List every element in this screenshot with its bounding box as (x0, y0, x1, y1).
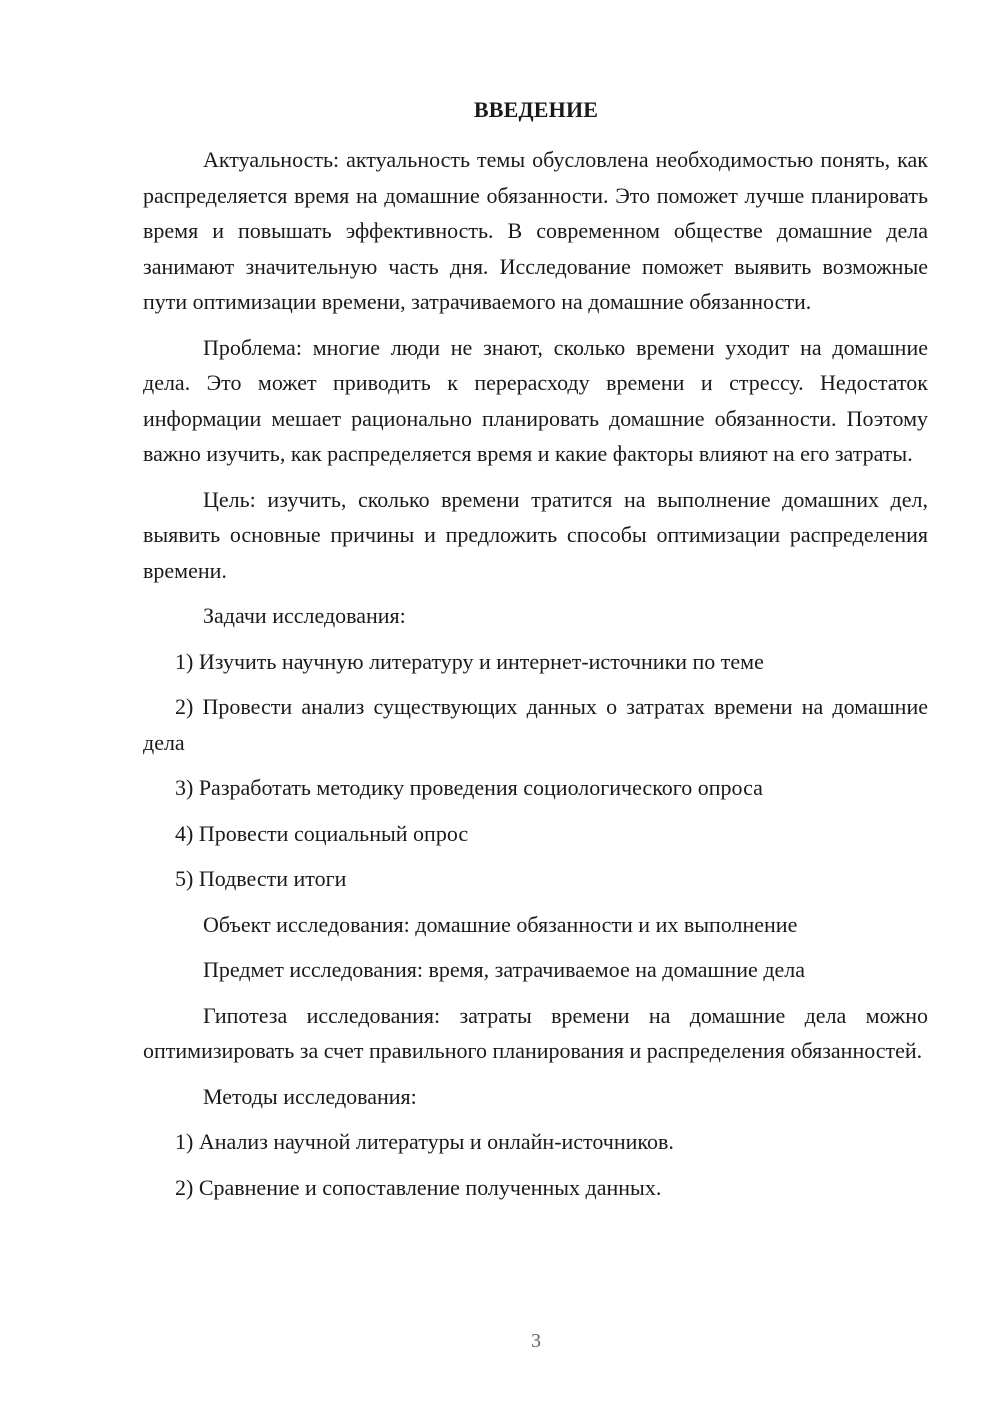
method-item-2: 2) Сравнение и сопоставление полученных данных. (175, 1174, 662, 1200)
task-item-4: 4) Провести социальный опрос (175, 820, 469, 846)
hypothesis-paragraph: Гипотеза исследования: затраты времени на домашние дела можно оптимизировать за счет правильного планирования и распределения обязанностей. (143, 1002, 928, 1063)
page-number: 3 (531, 1330, 541, 1352)
relevance-paragraph: Актуальность: актуальность темы обусловлена необходимостью понять, как распределяется время на домашние обязанности. Это поможет лучше планировать время и повышать эффективность. В современном обществе домашние дела занимают значительную часть дня. Исследование поможет выявить возможные пути оптимизации времени, затрачиваемого на домашние обязанности. (143, 147, 928, 314)
subject-paragraph: Предмет исследования: время, затрачиваемое на домашние дела (203, 957, 806, 982)
page-title: ВВЕДЕНИЕ (473, 97, 599, 122)
object-paragraph: Объект исследования: домашние обязанности и их выполнение (203, 911, 798, 937)
task-item-1: 1) Изучить научную литературу и интернет-источники по теме (175, 648, 764, 674)
methods-heading: Методы исследования: (203, 1083, 417, 1109)
task-item-2: 2) Провести анализ существующих данных о затратах времени на домашние дела (143, 694, 928, 755)
task-item-3: 3) Разработать методику проведения социологического опроса (175, 775, 763, 800)
method-item-1: 1) Анализ научной литературы и онлайн-источников. (175, 1129, 674, 1154)
document-body (143, 142, 928, 1215)
task-item-5: 5) Подвести итоги (175, 866, 347, 891)
problem-paragraph: Проблема: многие люди не знают, сколько времени уходит на домашние дела. Это может приводить к перерасходу времени и стрессу. Недостаток информации мешает рационально планировать домашние обязанности. Поэтому важно изучить, как распределяется время и какие факторы влияют на его затраты. (143, 334, 928, 466)
goal-paragraph: Цель: изучить, сколько времени тратится на выполнение домашних дел, выявить основные причины и предложить способы оптимизации распределения времени. (143, 486, 928, 583)
tasks-heading: Задачи исследования: (203, 603, 406, 628)
